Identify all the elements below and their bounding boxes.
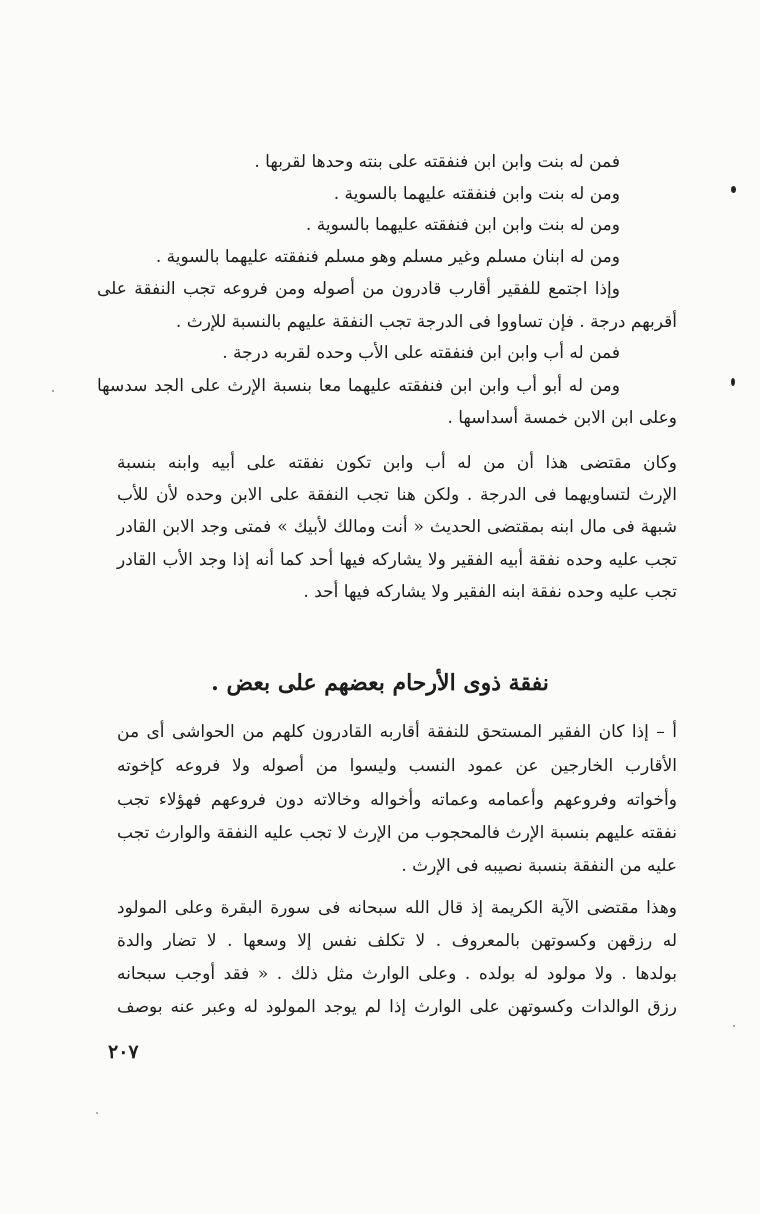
- scan-speck: [733, 1025, 735, 1027]
- scan-speck: [731, 186, 736, 193]
- text-line: عليه من النفقة بنسبة نصيبه فى الإرث .: [401, 856, 677, 876]
- section-heading: نفقة ذوى الأرحام بعضهم على بعض .: [211, 670, 549, 696]
- text-line: رزق الوالدات وكسوتهن على الوارث إذا لم يوجد المولود له وعبر عنه بوصف: [117, 997, 677, 1017]
- text-line: ومن له ابنان مسلم وغير مسلم وهو مسلم فنفقته عليهما بالسوية .: [155, 247, 620, 267]
- text-line: فمن له بنت وابن ابن فنفقته على بنته وحدها لقربها .: [254, 152, 620, 172]
- text-line: شبهة فى مال ابنه بمقتضى الحديث « أنت ومالك لأبيك » فمتى وجد الابن القادر: [117, 517, 677, 537]
- text-line: وعلى ابن الابن خمسة أسداسها .: [447, 408, 677, 428]
- text-line: ومن له بنت وابن ابن فنفقته عليهما بالسوية .: [305, 215, 620, 235]
- scan-speck: [731, 378, 735, 386]
- scan-speck: [96, 1112, 98, 1114]
- text-line: وهذا مقتضى الآية الكريمة إذ قال الله سبحانه فى سورة البقرة وعلى المولود: [117, 898, 677, 918]
- text-line: ومن له بنت وابن فنفقته عليهما بالسوية .: [333, 184, 620, 204]
- text-line: فمن له أب وابن ابن فنفقته على الأب وحده لقربه درجة .: [222, 343, 620, 363]
- text-line: الإرث لتساويهما فى الدرجة . ولكن هنا تجب النفقة على الابن وحده لأن للأب: [117, 485, 677, 505]
- page-number: ٢٠٧: [108, 1041, 139, 1063]
- text-line: أقربهم درجة . فإن تساووا فى الدرجة تجب النفقة عليهم بالنسبة للإرث .: [175, 312, 677, 332]
- text-line: وكان مقتضى هذا أن من له أب وابن تكون نفقته على أبيه وابنه بنسبة: [117, 453, 677, 473]
- text-line: ومن له أبو أب وابن ابن فنفقته عليهما معا بنسبة الإرث على الجد سدسها: [97, 376, 620, 396]
- text-line: وأخواته وفروعهم وأعمامه وعماته وأخواله وخالاته دون فروعهم فهؤلاء تجب: [117, 790, 677, 810]
- text-line: أ – إذا كان الفقير المستحق للنفقة أقاربه القادرون كلهم من الحواشى أى من: [117, 722, 677, 742]
- text-line: بولدها . ولا مولود له بولده . وعلى الوارث مثل ذلك . « فقد أوجب سبحانه: [117, 964, 677, 984]
- text-line: له رزقهن وكسوتهن بالمعروف . لا تكلف نفس إلا وسعها . لا تضار والدة: [117, 931, 677, 951]
- text-line: نفقته عليهم بنسبة الإرث فالمحجوب من الإرث لا تجب عليه النفقة والوارث تجب: [117, 823, 677, 843]
- scan-speck: [52, 390, 54, 392]
- text-line: تجب عليه وحده نفقة ابنه الفقير ولا يشاركه فيها أحد .: [303, 582, 677, 602]
- text-line: الأقارب الخارجين عن عمود النسب وليسوا من أصوله ولا فروعه كإخوته: [117, 756, 677, 776]
- text-line: تجب عليه وحده نفقة أبيه الفقير ولا يشاركه فيها أحد كما أنه إذا وجد الأب القادر: [117, 550, 677, 570]
- text-line: وإذا اجتمع للفقير أقارب قادرون من أصوله ومن فروعه تجب النفقة على: [97, 279, 620, 299]
